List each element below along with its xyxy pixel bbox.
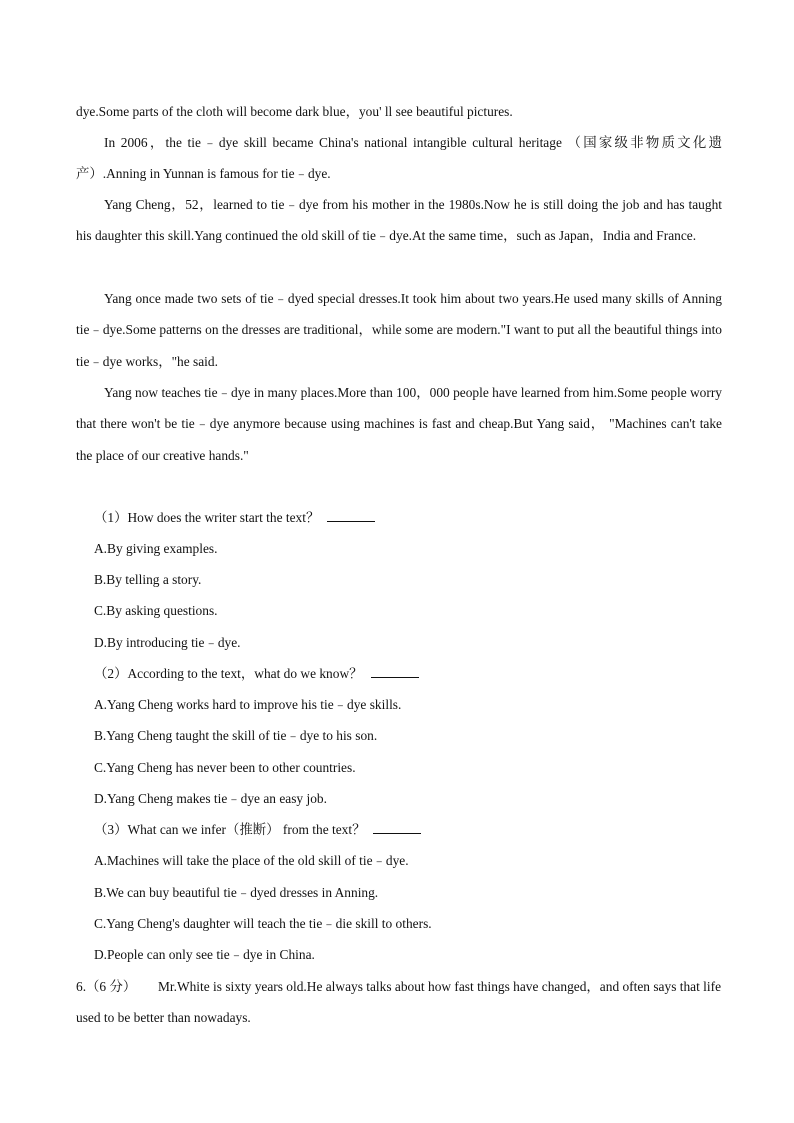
- question-3-text: （3）What can we infer（推断） from the text？: [94, 822, 366, 837]
- question-3-option-c: C.Yang Cheng's daughter will teach the tie﹣die skill to others.: [94, 916, 432, 931]
- question-1-option-c: C.By asking questions.: [94, 603, 218, 618]
- answer-blank-1[interactable]: [327, 508, 375, 522]
- question-1-option-b: B.By telling a story.: [94, 572, 202, 587]
- question-2-option-c: C.Yang Cheng has never been to other countries.: [94, 760, 356, 775]
- passage-paragraph-3: Yang once made two sets of tie﹣dyed special dresses.It took him about two years.He used many skills of Anning tie﹣dye.Some patterns on the dresses are traditional，while some are modern."I want to put all the beautiful things into tie﹣dye works，"he said.: [76, 291, 722, 369]
- passage-paragraph-2: Yang Cheng，52，learned to tie﹣dye from his mother in the 1980s.Now he is still doing the job and has taught his daughter this skill.Yang continued the old skill of tie﹣dye.At the same time，such as Japan，India and France.: [76, 197, 722, 244]
- question-6-text: Mr.White is sixty years old.He always talks about how fast things have changed，and often says that life used to be better than nowadays.: [76, 979, 722, 1026]
- question-2-option-d: D.Yang Cheng makes tie﹣dye an easy job.: [94, 791, 327, 806]
- answer-blank-3[interactable]: [373, 820, 421, 834]
- question-6: [76, 971, 722, 1034]
- question-6-number: 6.（6 分）: [76, 979, 137, 994]
- question-1-text: （1）How does the writer start the text？: [94, 510, 320, 525]
- question-3-option-d: D.People can only see tie﹣dye in China.: [94, 947, 315, 962]
- question-3-stem: [94, 820, 421, 840]
- question-1-option-a: A.By giving examples.: [94, 541, 218, 556]
- question-2-option-a: A.Yang Cheng works hard to improve his tie﹣dye skills.: [94, 697, 402, 712]
- passage-paragraph-1: In 2006，the tie﹣dye skill became China's national intangible cultural heritage （国家级非物质文化遗产）.Anning in Yunnan is famous for tie﹣dye.: [76, 135, 722, 182]
- answer-blank-2[interactable]: [371, 664, 419, 678]
- question-2-text: （2）According to the text，what do we know？: [94, 666, 363, 681]
- question-3-option-b: B.We can buy beautiful tie﹣dyed dresses in Anning.: [94, 885, 379, 900]
- question-2-stem: [94, 664, 419, 684]
- question-2-option-b: B.Yang Cheng taught the skill of tie﹣dye to his son.: [94, 728, 378, 743]
- passage-paragraph-0: dye.Some parts of the cloth will become dark blue，you' ll see beautiful pictures.: [76, 104, 513, 119]
- question-1-option-d: D.By introducing tie﹣dye.: [94, 635, 241, 650]
- passage-paragraph-4: Yang now teaches tie﹣dye in many places.More than 100，000 people have learned from him.Some people worry that there won't be tie﹣dye anymore because using machines is fast and cheap.But Yang said， "Machines can't take the place of our creative hands.": [76, 385, 722, 463]
- question-1-stem: [94, 508, 375, 528]
- question-3-option-a: A.Machines will take the place of the old skill of tie﹣dye.: [94, 853, 409, 868]
